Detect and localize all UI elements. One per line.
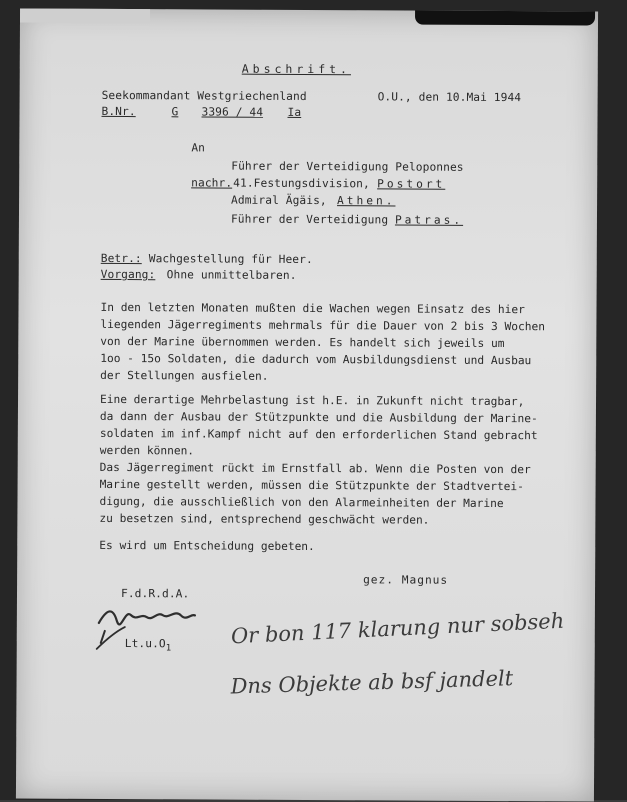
handwritten-note-1: Or bon 117 klarung nur sobseh <box>230 608 565 649</box>
to-label: An <box>191 141 206 155</box>
document-title: Abschrift. <box>241 61 352 77</box>
paragraph-line: Marine gestellt werden, müssen die Stützpunkte der Stadtvertei- <box>99 477 524 494</box>
paragraph-line: da dann der Ausbau der Stützpunkte und die Ausbildung der Marine- <box>99 409 538 426</box>
closing-line: Es wird um Entscheidung gebeten. <box>99 538 315 554</box>
ref-g: G <box>171 105 179 119</box>
paragraph-line: Das Jägerregiment rückt im Ernstfall ab. Wenn die Posten von der <box>99 460 531 477</box>
paragraph-line: von der Marine übernommen werden. Es handelt sich jeweils um <box>100 334 505 351</box>
nachr-label: nachr. <box>191 176 233 190</box>
paragraph-line: werden können. <box>99 443 195 458</box>
ref-dept: Ia <box>287 105 302 119</box>
paragraph-line: In den letzten Monaten mußten die Wachen wegen Einsatz des hier <box>100 300 525 317</box>
handwritten-note-2: Dns Objekte ab bsf jandelt <box>230 666 514 699</box>
postort: Postort <box>377 177 446 191</box>
athen: Athen. <box>337 194 396 208</box>
vorgang-label: Vorgang: <box>100 267 156 282</box>
signed-by: gez. Magnus <box>363 573 449 587</box>
paragraph-line: digung, die ausschließlich von den Alarmeinheiten der Marine <box>99 494 504 511</box>
betr-label: Betr.: <box>100 251 142 266</box>
recipient-2: 41.Festungsdivision, <box>233 176 370 191</box>
paragraph-line: zu besetzen sind, entsprechend geschwächt werden. <box>99 511 430 527</box>
paragraph-line: der Stellungen ausfielen. <box>100 368 269 383</box>
document-page <box>16 8 598 801</box>
recipient-3: Admiral Ägäis, <box>231 193 327 208</box>
paragraph-line: 1oo - 15o Soldaten, die dadurch vom Ausbildungsdienst und Ausbau <box>100 351 532 368</box>
vorgang-text: Ohne unmittelbaren. <box>166 268 297 282</box>
ref-number: 3396 / 44 <box>201 105 264 119</box>
betr-text: Wachgestellung für Heer. <box>148 252 313 267</box>
ref-bnr: B.Nr. <box>101 104 136 119</box>
fdrda-mark: F.d.R.d.A. <box>120 587 190 601</box>
paragraph-line: Eine derartige Mehrbelastung ist h.E. in Zukunft nicht tragbar, <box>99 392 525 409</box>
rank-label: $Lt.u.O_1$ <box>124 637 172 654</box>
recipient-4: Führer der Verteidigung <box>230 212 389 227</box>
paragraph-line: soldaten im inf.Kampf nicht auf den erforderlichen Stand gebracht <box>99 426 538 443</box>
patras: Patras. <box>394 213 464 227</box>
paragraph-line: liegenden Jägerregiments mehrmals für die Dauer von 2 bis 3 Wochen <box>100 317 545 334</box>
sender: Seekommandant Westgriechenland <box>101 88 307 103</box>
recipient-1: Führer der Verteidigung Peloponnes <box>231 159 464 174</box>
place-date: O.U., den 10.Mai 1944 <box>377 90 522 105</box>
